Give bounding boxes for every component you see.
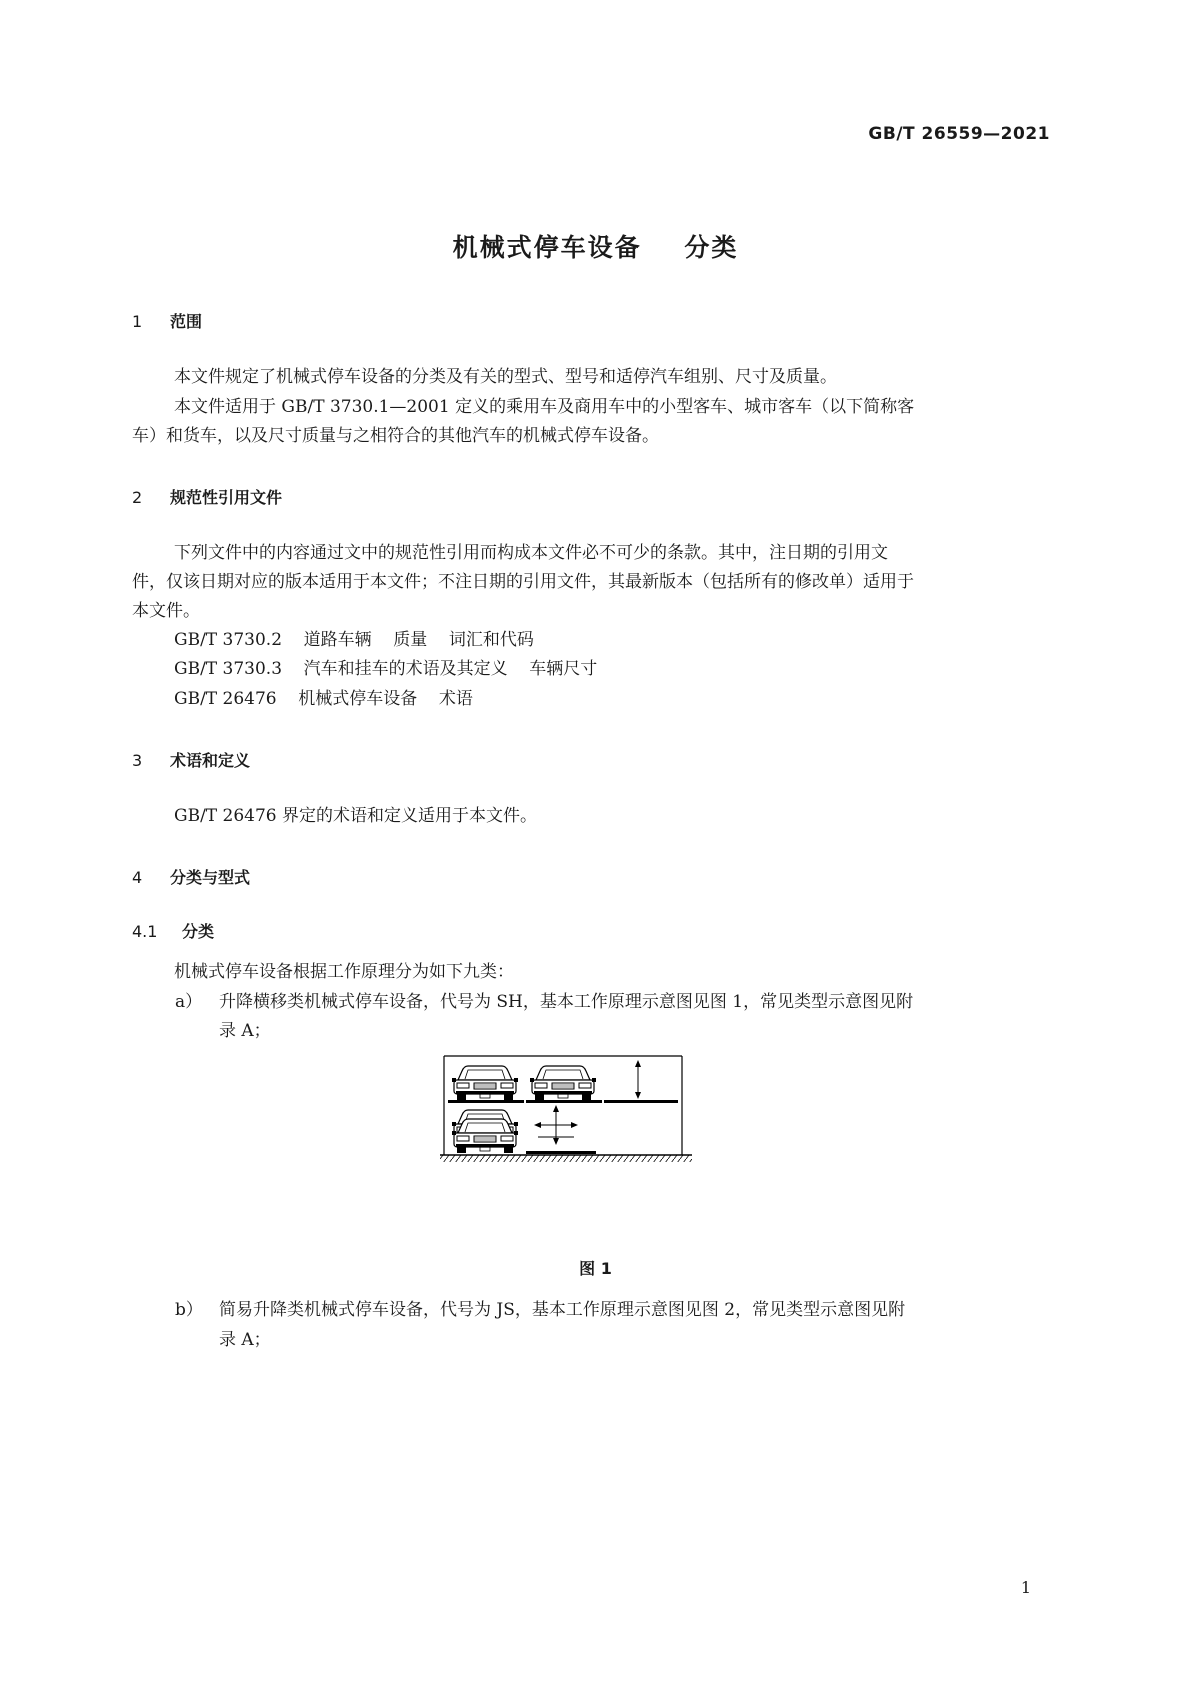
- list-item-text: 简易升降类机械式停车设备，代号为 JS，基本工作原理示意图见图 2，常见类型示意图见附: [219, 1300, 906, 1320]
- subsection-4-1-heading: [132, 919, 214, 942]
- list-marker: a）: [175, 992, 203, 1012]
- list-marker: b）: [175, 1300, 203, 1320]
- list-item-text: 升降横移类机械式停车设备，代号为 SH，基本工作原理示意图见图 1，常见类型示意图见附: [219, 992, 914, 1012]
- document-title: 机械式停车设备 分类: [452, 233, 739, 262]
- paragraph: 本文件适用于 GB/T 3730.1—2001 定义的乘用车及商用车中的小型客车、城市客车（以下简称客: [174, 397, 915, 417]
- list-item-a: [175, 992, 1052, 1012]
- section-number: 4: [132, 868, 143, 887]
- paragraph: 机械式停车设备根据工作原理分为如下九类：: [174, 962, 514, 982]
- paragraph: 本文件规定了机械式停车设备的分类及有关的型式、型号和适停汽车组别、尺寸及质量。: [174, 367, 837, 387]
- paragraph: GB/T 26476 界定的术语和定义适用于本文件。: [174, 806, 538, 826]
- section-title: 范围: [170, 312, 203, 331]
- paragraph-continued: 件，仅该日期对应的版本适用于本文件；不注日期的引用文件，其最新版本（包括所有的修改单）适用于: [132, 572, 914, 592]
- subsection-title: 分类: [182, 922, 215, 941]
- section-3-heading: [132, 748, 250, 771]
- page-number: 1: [1020, 1578, 1031, 1597]
- normative-reference: GB/T 3730.2 道路车辆 质量 词汇和代码: [174, 630, 534, 650]
- subsection-number: 4.1: [132, 922, 158, 941]
- section-title: 规范性引用文件: [170, 488, 283, 507]
- figure-caption: 图 1: [579, 1259, 612, 1278]
- section-1-heading: [132, 309, 202, 332]
- section-title: 分类与型式: [170, 868, 251, 887]
- normative-reference: GB/T 26476 机械式停车设备 术语: [174, 689, 473, 709]
- section-number: 1: [132, 312, 143, 331]
- standard-code: GB/T 26559—2021: [868, 124, 1050, 144]
- figure-1-diagram: [440, 1055, 695, 1167]
- list-item-continued: 录 A；: [219, 1330, 271, 1350]
- paragraph-continued: 车）和货车，以及尺寸质量与之相符合的其他汽车的机械式停车设备。: [132, 426, 659, 446]
- section-2-heading: [132, 485, 282, 508]
- list-item-b: [175, 1300, 1052, 1320]
- section-number: 2: [132, 488, 143, 507]
- section-4-heading: [132, 865, 250, 888]
- paragraph-continued: 本文件。: [132, 601, 200, 621]
- normative-reference: GB/T 3730.3 汽车和挂车的术语及其定义 车辆尺寸: [174, 659, 598, 679]
- section-number: 3: [132, 751, 143, 770]
- paragraph: 下列文件中的内容通过文中的规范性引用而构成本文件必不可少的条款。其中，注日期的引用文: [174, 543, 888, 563]
- section-title: 术语和定义: [170, 751, 251, 770]
- list-item-continued: 录 A；: [219, 1021, 271, 1041]
